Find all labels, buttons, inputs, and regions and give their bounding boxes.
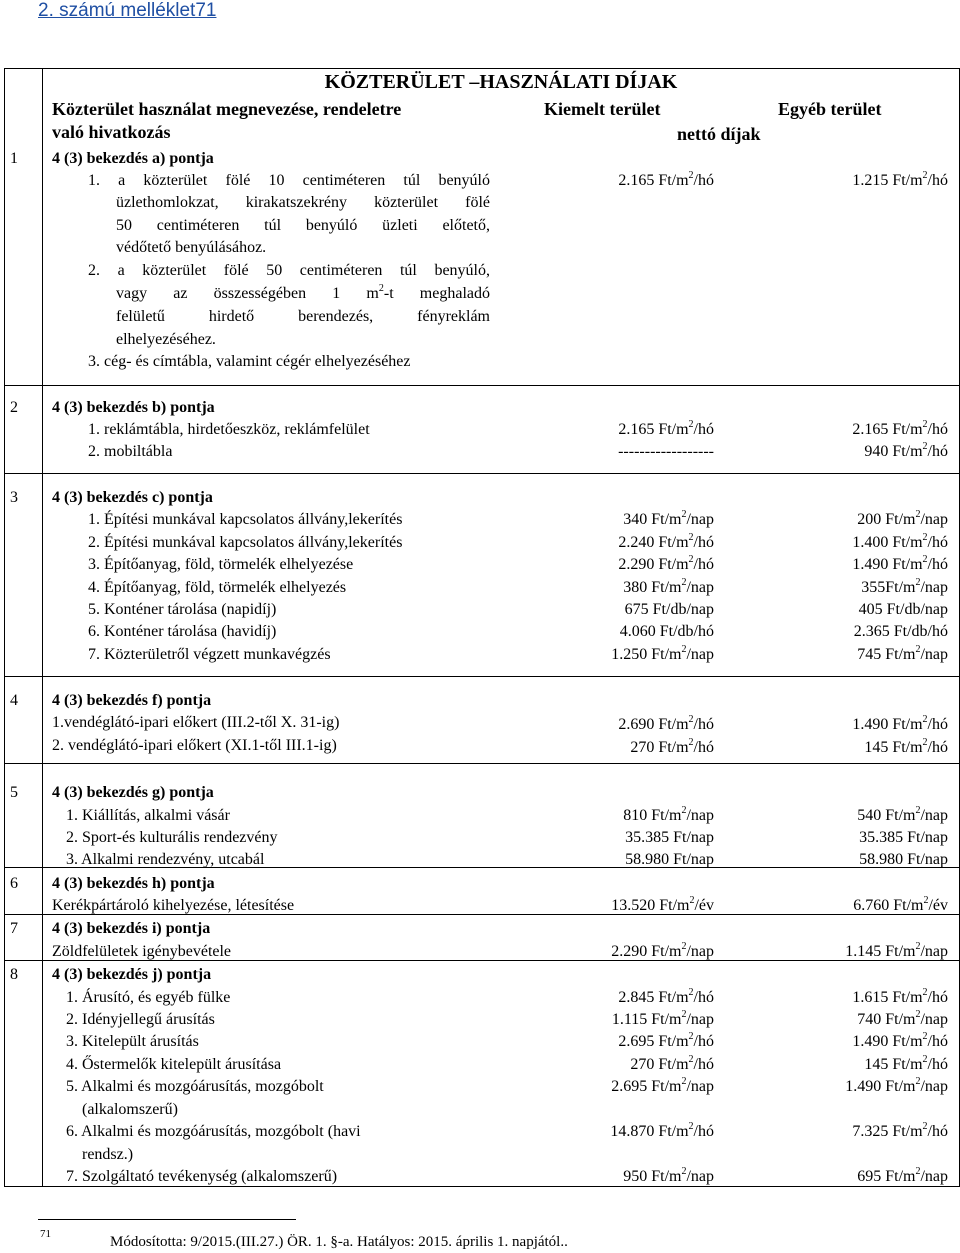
superscript: 2 bbox=[378, 282, 384, 294]
superscript: 2 bbox=[922, 531, 928, 543]
value-part: /hó bbox=[927, 1033, 948, 1050]
value-part: 200 Ft/m bbox=[857, 511, 916, 528]
section-heading: 4 (3) bekezdés h) pontja bbox=[52, 875, 215, 892]
value-part: /nap bbox=[686, 511, 714, 528]
value-part: 1.400 Ft/m bbox=[852, 534, 923, 551]
superscript: 2 bbox=[915, 643, 921, 655]
section-line: 3. Kitelepült árusítás bbox=[66, 1033, 199, 1050]
section-divider-4 bbox=[4, 763, 960, 764]
egyeb-fee-value bbox=[740, 941, 948, 963]
superscript: 2 bbox=[681, 804, 687, 816]
text-part: vagy az összességében 1 m bbox=[116, 285, 379, 302]
kiemelt-fee-value bbox=[500, 714, 714, 736]
superscript: 2 bbox=[688, 986, 694, 998]
value-part: /hó bbox=[693, 534, 714, 551]
egyeb-fee-value bbox=[740, 577, 948, 599]
value-part: /év bbox=[694, 897, 714, 914]
superscript: 2 bbox=[688, 418, 694, 430]
section-divider-2 bbox=[4, 473, 960, 474]
kiemelt-fee-value: 675 Ft/db/nap bbox=[624, 601, 714, 618]
value-part: 2.165 Ft/m bbox=[618, 421, 689, 438]
value-part: 2.290 Ft/m bbox=[618, 556, 689, 573]
value-part: /hó bbox=[693, 1033, 714, 1050]
value-part: /hó bbox=[927, 421, 948, 438]
superscript: 2 bbox=[915, 576, 921, 588]
superscript: 2 bbox=[915, 508, 921, 520]
value-part: /nap bbox=[920, 646, 948, 663]
value-part: 2.165 Ft/m bbox=[618, 172, 689, 189]
section-line: 2. Sport-és kulturális rendezvény bbox=[66, 829, 278, 846]
section-line: 5. Alkalmi és mozgóárusítás, mozgóbolt bbox=[66, 1078, 324, 1095]
value-part: /nap bbox=[920, 1078, 948, 1095]
kiemelt-fee-value bbox=[500, 1121, 714, 1143]
value-part: 1.490 Ft/m bbox=[852, 556, 923, 573]
section-line: 1. a közterület fölé 10 centiméteren túl benyúló bbox=[88, 172, 490, 189]
superscript: 2 bbox=[688, 1053, 694, 1065]
egyeb-fee-value bbox=[740, 1031, 948, 1053]
section-heading: 4 (3) bekezdés c) pontja bbox=[52, 489, 213, 506]
superscript: 2 bbox=[681, 576, 687, 588]
egyeb-fee-value bbox=[740, 895, 948, 917]
value-part: /hó bbox=[693, 739, 714, 756]
kiemelt-fee-value bbox=[500, 1076, 714, 1098]
value-part: /nap bbox=[920, 579, 948, 596]
egyeb-fee-value bbox=[740, 441, 948, 463]
value-part: /hó bbox=[927, 739, 948, 756]
col-header-kiemelt: Kiemelt terület bbox=[544, 99, 661, 119]
section-line: rendsz.) bbox=[82, 1146, 134, 1163]
value-part: 340 Ft/m bbox=[623, 511, 682, 528]
value-part: /hó bbox=[927, 716, 948, 733]
value-part: /hó bbox=[693, 1056, 714, 1073]
section-line: Zöldfelületek igénybevétele bbox=[52, 943, 232, 960]
kiemelt-fee-value bbox=[500, 941, 714, 963]
superscript: 2 bbox=[922, 169, 928, 181]
kiemelt-fee-value bbox=[500, 737, 714, 759]
section-heading: 4 (3) bekezdés j) pontja bbox=[52, 966, 212, 983]
egyeb-fee-value bbox=[740, 1166, 948, 1188]
value-part: /nap bbox=[920, 1011, 948, 1028]
egyeb-fee-value bbox=[740, 1076, 948, 1098]
kiemelt-fee-value: 58.980 Ft/nap bbox=[625, 851, 714, 868]
section-line: 4. Őstermelők kitelepült árusítása bbox=[66, 1056, 282, 1073]
superscript: 2 bbox=[922, 713, 928, 725]
value-part: /hó bbox=[693, 172, 714, 189]
col-header-egyeb: Egyéb terület bbox=[778, 99, 882, 119]
value-part: 14.870 Ft/m bbox=[610, 1123, 689, 1140]
superscript: 2 bbox=[915, 1008, 921, 1020]
footnote-number: 71 bbox=[40, 1228, 51, 1240]
superscript: 2 bbox=[922, 418, 928, 430]
superscript: 2 bbox=[922, 440, 928, 452]
section-divider-1 bbox=[4, 385, 960, 386]
kiemelt-fee-value bbox=[500, 419, 714, 441]
value-part: 940 Ft/m bbox=[864, 443, 923, 460]
egyeb-fee-value bbox=[740, 714, 948, 736]
section-line: üzlethomlokzat, kirakatszekrény közterület fölé bbox=[116, 194, 490, 211]
egyeb-fee-value: 2.365 Ft/db/hó bbox=[853, 623, 948, 640]
superscript: 2 bbox=[688, 169, 694, 181]
egyeb-fee-value: 58.980 Ft/nap bbox=[859, 851, 948, 868]
kiemelt-fee-value bbox=[500, 554, 714, 576]
value-part: 2.165 Ft/m bbox=[852, 421, 923, 438]
superscript: 2 bbox=[688, 736, 694, 748]
section-line: 3. Építőanyag, föld, törmelék elhelyezése bbox=[88, 556, 354, 573]
value-part: 2.240 Ft/m bbox=[618, 534, 689, 551]
value-part: 1.145 Ft/m bbox=[845, 943, 916, 960]
section-line: védőtető benyúlásához. bbox=[116, 239, 267, 256]
egyeb-fee-value bbox=[740, 1121, 948, 1143]
value-part: /nap bbox=[686, 1078, 714, 1095]
value-part: /hó bbox=[927, 556, 948, 573]
section-line: 6. Konténer tárolása (havidíj) bbox=[88, 623, 277, 640]
section-number: 3 bbox=[10, 489, 18, 506]
value-part: 380 Ft/m bbox=[623, 579, 682, 596]
value-part: /hó bbox=[693, 989, 714, 1006]
value-part: /nap bbox=[920, 1168, 948, 1185]
kiemelt-fee-value bbox=[500, 987, 714, 1009]
kiemelt-fee-value bbox=[500, 577, 714, 599]
superscript: 2 bbox=[688, 1030, 694, 1042]
superscript: 2 bbox=[922, 553, 928, 565]
value-part: /hó bbox=[693, 716, 714, 733]
footnote-text: Módosította: 9/2015.(III.27.) ÖR. 1. §-a. Hatályos: 2015. április 1. napjától.. bbox=[110, 1234, 568, 1250]
egyeb-fee-value bbox=[740, 737, 948, 759]
section-line: felületű hirdető berendezés, fényreklám bbox=[116, 308, 490, 325]
col-header-netto: nettó díjak bbox=[677, 124, 761, 144]
superscript: 2 bbox=[915, 1165, 921, 1177]
value-part: /hó bbox=[927, 989, 948, 1006]
section-line: elhelyezéséhez. bbox=[116, 331, 216, 348]
egyeb-fee-value bbox=[740, 644, 948, 666]
value-part: 1.490 Ft/m bbox=[852, 1033, 923, 1050]
superscript: 2 bbox=[681, 940, 687, 952]
section-heading: 4 (3) bekezdés i) pontja bbox=[52, 920, 211, 937]
section-divider-3 bbox=[4, 676, 960, 677]
section-line: (alkalomszerű) bbox=[82, 1101, 178, 1118]
section-heading: 4 (3) bekezdés g) pontja bbox=[52, 784, 214, 801]
value-part: 1.490 Ft/m bbox=[845, 1078, 916, 1095]
value-part: 950 Ft/m bbox=[623, 1168, 682, 1185]
section-heading: 4 (3) bekezdés b) pontja bbox=[52, 399, 215, 416]
number-column-divider bbox=[42, 68, 43, 1187]
superscript: 2 bbox=[915, 1075, 921, 1087]
value-part: 145 Ft/m bbox=[864, 739, 923, 756]
kiemelt-fee-value bbox=[500, 509, 714, 531]
text-part: -t meghaladó bbox=[383, 285, 490, 302]
superscript: 2 bbox=[922, 1053, 928, 1065]
value-part: /hó bbox=[693, 1123, 714, 1140]
superscript: 2 bbox=[922, 1120, 928, 1132]
col-header-name-cont: való hivatkozás bbox=[52, 122, 171, 142]
value-part: /év bbox=[928, 897, 948, 914]
value-part: 13.520 Ft/m bbox=[611, 897, 690, 914]
section-line: 7. Közterületről végzett munkavégzés bbox=[88, 646, 331, 663]
kiemelt-fee-value bbox=[500, 1166, 714, 1188]
superscript: 2 bbox=[915, 804, 921, 816]
section-line: 5. Konténer tárolása (napidíj) bbox=[88, 601, 277, 618]
value-part: 270 Ft/m bbox=[630, 739, 689, 756]
section-number: 6 bbox=[10, 875, 18, 892]
superscript: 2 bbox=[922, 736, 928, 748]
footnote-separator bbox=[38, 1219, 296, 1220]
section-line: 2. Idényjellegű árusítás bbox=[66, 1011, 215, 1028]
superscript: 2 bbox=[915, 940, 921, 952]
egyeb-fee-value bbox=[740, 419, 948, 441]
section-line: 2. vendéglátó-ipari előkert (XI.1-től III.1-ig) bbox=[52, 737, 337, 754]
value-part: 1.250 Ft/m bbox=[611, 646, 682, 663]
superscript: 2 bbox=[922, 1030, 928, 1042]
value-part: /hó bbox=[927, 443, 948, 460]
egyeb-fee-value bbox=[740, 532, 948, 554]
egyeb-fee-value bbox=[740, 509, 948, 531]
superscript: 2 bbox=[688, 553, 694, 565]
section-line: 3. Alkalmi rendezvény, utcabál bbox=[66, 851, 265, 868]
section-line: Kerékpártároló kihelyezése, létesítése bbox=[52, 897, 295, 914]
value-part: 1.490 Ft/m bbox=[852, 716, 923, 733]
col-header-name: Közterület használat megnevezése, rendeletre bbox=[52, 99, 402, 119]
kiemelt-fee-value bbox=[500, 1009, 714, 1031]
kiemelt-fee-value bbox=[500, 532, 714, 554]
egyeb-fee-value bbox=[740, 554, 948, 576]
kiemelt-fee-value bbox=[500, 805, 714, 827]
value-part: /nap bbox=[686, 943, 714, 960]
value-part: /hó bbox=[693, 421, 714, 438]
section-number: 5 bbox=[10, 784, 18, 801]
section-line: 7. Szolgáltató tevékenység (alkalomszerű) bbox=[66, 1168, 338, 1185]
value-part: 1.615 Ft/m bbox=[852, 989, 923, 1006]
egyeb-fee-value: 35.385 Ft/nap bbox=[859, 829, 948, 846]
section-line: 2. Építési munkával kapcsolatos állvány,lekerítés bbox=[88, 534, 403, 551]
superscript: 2 bbox=[681, 1008, 687, 1020]
kiemelt-fee-value: 4.060 Ft/db/hó bbox=[619, 623, 714, 640]
value-part: 7.325 Ft/m bbox=[852, 1123, 923, 1140]
section-heading: 4 (3) bekezdés f) pontja bbox=[52, 692, 212, 709]
value-part: /nap bbox=[686, 579, 714, 596]
egyeb-fee-value bbox=[740, 1054, 948, 1076]
superscript: 2 bbox=[688, 1120, 694, 1132]
superscript: 2 bbox=[688, 531, 694, 543]
value-part: /nap bbox=[920, 807, 948, 824]
section-number: 8 bbox=[10, 966, 18, 983]
section-line: 50 centiméteren túl benyúló üzleti előtető, bbox=[116, 217, 490, 234]
value-part: /hó bbox=[927, 1123, 948, 1140]
section-number: 7 bbox=[10, 920, 18, 937]
kiemelt-fee-value: 35.385 Ft/nap bbox=[625, 829, 714, 846]
value-part: 145 Ft/m bbox=[864, 1056, 923, 1073]
annex-link[interactable]: 2. számú melléklet71 bbox=[38, 0, 217, 21]
section-line: 4. Építőanyag, föld, törmelék elhelyezés bbox=[88, 579, 347, 596]
section-number: 1 bbox=[10, 150, 18, 167]
egyeb-fee-value bbox=[740, 170, 948, 192]
value-part: /hó bbox=[927, 1056, 948, 1073]
section-line-m2 bbox=[116, 283, 490, 305]
value-part: 1.215 Ft/m bbox=[852, 172, 923, 189]
value-part: /nap bbox=[686, 1168, 714, 1185]
value-part: 270 Ft/m bbox=[630, 1056, 689, 1073]
value-part: 2.290 Ft/m bbox=[611, 943, 682, 960]
value-part: 745 Ft/m bbox=[857, 646, 916, 663]
kiemelt-fee-value bbox=[500, 170, 714, 192]
value-part: /hó bbox=[927, 534, 948, 551]
superscript: 2 bbox=[688, 713, 694, 725]
section-line: 1. Árusító, és egyéb fülke bbox=[66, 989, 231, 1006]
egyeb-fee-value bbox=[740, 805, 948, 827]
value-part: 2.695 Ft/m bbox=[611, 1078, 682, 1095]
value-part: /nap bbox=[920, 943, 948, 960]
egyeb-fee-value: 405 Ft/db/nap bbox=[858, 601, 948, 618]
superscript: 2 bbox=[681, 508, 687, 520]
value-part: /nap bbox=[686, 807, 714, 824]
kiemelt-fee-value bbox=[500, 1054, 714, 1076]
section-line: 1.vendéglátó-ipari előkert (III.2-től X. 31-ig) bbox=[52, 714, 340, 731]
section-line: 1. Építési munkával kapcsolatos állvány,lekerítés bbox=[88, 511, 403, 528]
section-line: 2. mobiltábla bbox=[88, 443, 173, 460]
section-line: 6. Alkalmi és mozgóárusítás, mozgóbolt (havi bbox=[66, 1123, 361, 1140]
value-part: /nap bbox=[686, 1011, 714, 1028]
kiemelt-fee-value bbox=[500, 895, 714, 917]
section-line: 2. a közterület fölé 50 centiméteren túl benyúló, bbox=[88, 262, 490, 279]
value-part: 1.115 Ft/m bbox=[611, 1011, 682, 1028]
section-line: 1. Kiállítás, alkalmi vásár bbox=[66, 807, 230, 824]
superscript: 2 bbox=[689, 894, 695, 906]
table-title: KÖZTERÜLET –HASZNÁLATI DÍJAK bbox=[324, 71, 678, 93]
value-part: 540 Ft/m bbox=[857, 807, 916, 824]
value-part: 740 Ft/m bbox=[857, 1011, 916, 1028]
value-part: /hó bbox=[927, 172, 948, 189]
value-part: 695 Ft/m bbox=[857, 1168, 916, 1185]
value-part: 6.760 Ft/m bbox=[853, 897, 924, 914]
value-part: 2.695 Ft/m bbox=[618, 1033, 689, 1050]
section-number: 4 bbox=[10, 692, 18, 709]
value-part: 2.690 Ft/m bbox=[618, 716, 689, 733]
value-part: 2.845 Ft/m bbox=[618, 989, 689, 1006]
superscript: 2 bbox=[681, 1165, 687, 1177]
value-part: /hó bbox=[693, 556, 714, 573]
value-part: /nap bbox=[686, 646, 714, 663]
value-part: /nap bbox=[920, 511, 948, 528]
superscript: 2 bbox=[681, 1075, 687, 1087]
egyeb-fee-value bbox=[740, 1009, 948, 1031]
value-part: 810 Ft/m bbox=[623, 807, 682, 824]
kiemelt-fee-value: ------------------ bbox=[618, 443, 714, 460]
egyeb-fee-value bbox=[740, 987, 948, 1009]
kiemelt-fee-value bbox=[500, 644, 714, 666]
superscript: 2 bbox=[681, 643, 687, 655]
value-part: 355Ft/m bbox=[861, 579, 916, 596]
section-heading: 4 (3) bekezdés a) pontja bbox=[52, 150, 214, 167]
section-number: 2 bbox=[10, 399, 18, 416]
superscript: 2 bbox=[922, 986, 928, 998]
section-line: 3. cég- és címtábla, valamint cégér elhelyezéséhez bbox=[88, 353, 411, 370]
kiemelt-fee-value bbox=[500, 1031, 714, 1053]
section-line: 1. reklámtábla, hirdetőeszköz, reklámfelület bbox=[88, 421, 370, 438]
superscript: 2 bbox=[923, 894, 929, 906]
